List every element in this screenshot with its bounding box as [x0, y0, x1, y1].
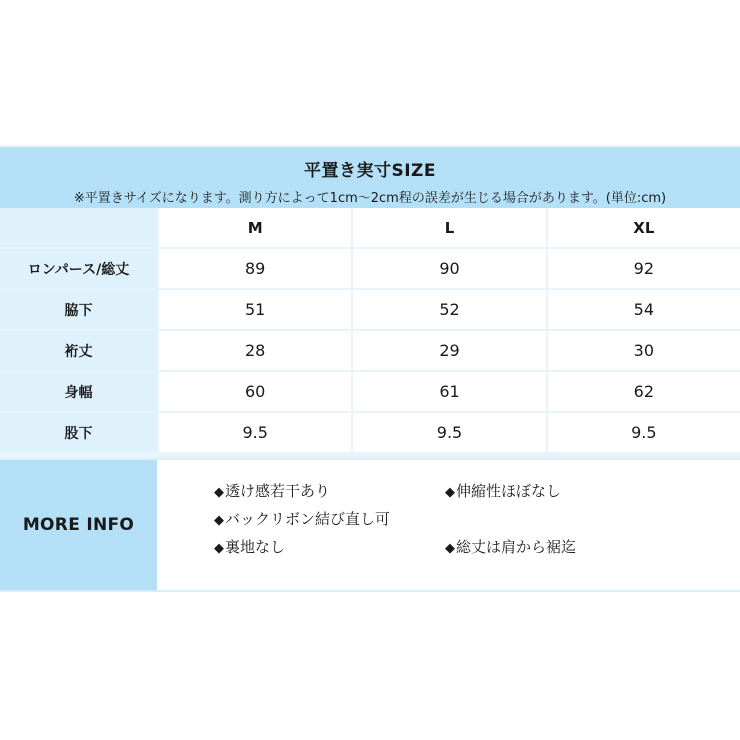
info-item-text: 伸縮性ほぼなし: [456, 482, 562, 500]
info-item-text: 総丈は肩から裾迄: [456, 538, 577, 556]
table-row: [0, 331, 740, 370]
table-cell: 54: [548, 290, 740, 329]
size-chart-card: [0, 145, 740, 592]
table-cell: 9.5: [353, 413, 545, 452]
table-row: [0, 372, 740, 411]
more-info-body: [160, 460, 740, 590]
table-cell: 51: [159, 290, 351, 329]
size-chart-note: ※平置きサイズになります。測り方によって1cm～2cm程の誤差が生じる場合があります。(単位:cm): [73, 191, 667, 206]
size-chart-title: 平置き実寸SIZE: [303, 161, 436, 181]
table-cell: 9.5: [548, 413, 740, 452]
info-item: [214, 536, 285, 557]
info-item-text: バックリボン結び直し可: [225, 510, 391, 528]
info-item: [445, 536, 576, 557]
size-chart-header: [0, 145, 740, 208]
row-label: 股下: [0, 413, 157, 452]
diamond-bullet-icon: ◆: [214, 485, 224, 500]
table-cell: 30: [548, 331, 740, 370]
diamond-bullet-icon: ◆: [445, 485, 455, 500]
row-label: 裄丈: [0, 331, 157, 370]
table-row: [0, 413, 740, 452]
table-cell: 60: [159, 372, 351, 411]
table-cell: 61: [353, 372, 545, 411]
info-item: [214, 480, 330, 501]
column-header-l: L: [353, 208, 545, 247]
table-cell: 9.5: [159, 413, 351, 452]
corner-cell: [0, 208, 157, 247]
diamond-bullet-icon: ◆: [214, 513, 224, 528]
table-cell: 52: [353, 290, 545, 329]
table-cell: 28: [159, 331, 351, 370]
diamond-bullet-icon: ◆: [214, 541, 224, 556]
info-item-text: 透け感若干あり: [225, 482, 331, 500]
table-cell: 62: [548, 372, 740, 411]
row-label: 身幅: [0, 372, 157, 411]
info-item-text: 裏地なし: [225, 538, 286, 556]
table-cell: 89: [159, 249, 351, 288]
diamond-bullet-icon: ◆: [445, 541, 455, 556]
row-label: 脇下: [0, 290, 157, 329]
more-info-label: MORE INFO: [0, 460, 157, 590]
table-header-row: [0, 208, 740, 247]
table-cell: 92: [548, 249, 740, 288]
info-item: [445, 480, 561, 501]
row-label: ロンパース/総丈: [0, 249, 157, 288]
table-cell: 90: [353, 249, 545, 288]
size-table: [0, 206, 740, 454]
more-info-section: [0, 458, 740, 592]
column-header-xl: XL: [548, 208, 740, 247]
column-header-m: M: [159, 208, 351, 247]
table-row: [0, 290, 740, 329]
table-cell: 29: [353, 331, 545, 370]
info-item: [214, 508, 390, 529]
table-row: [0, 249, 740, 288]
